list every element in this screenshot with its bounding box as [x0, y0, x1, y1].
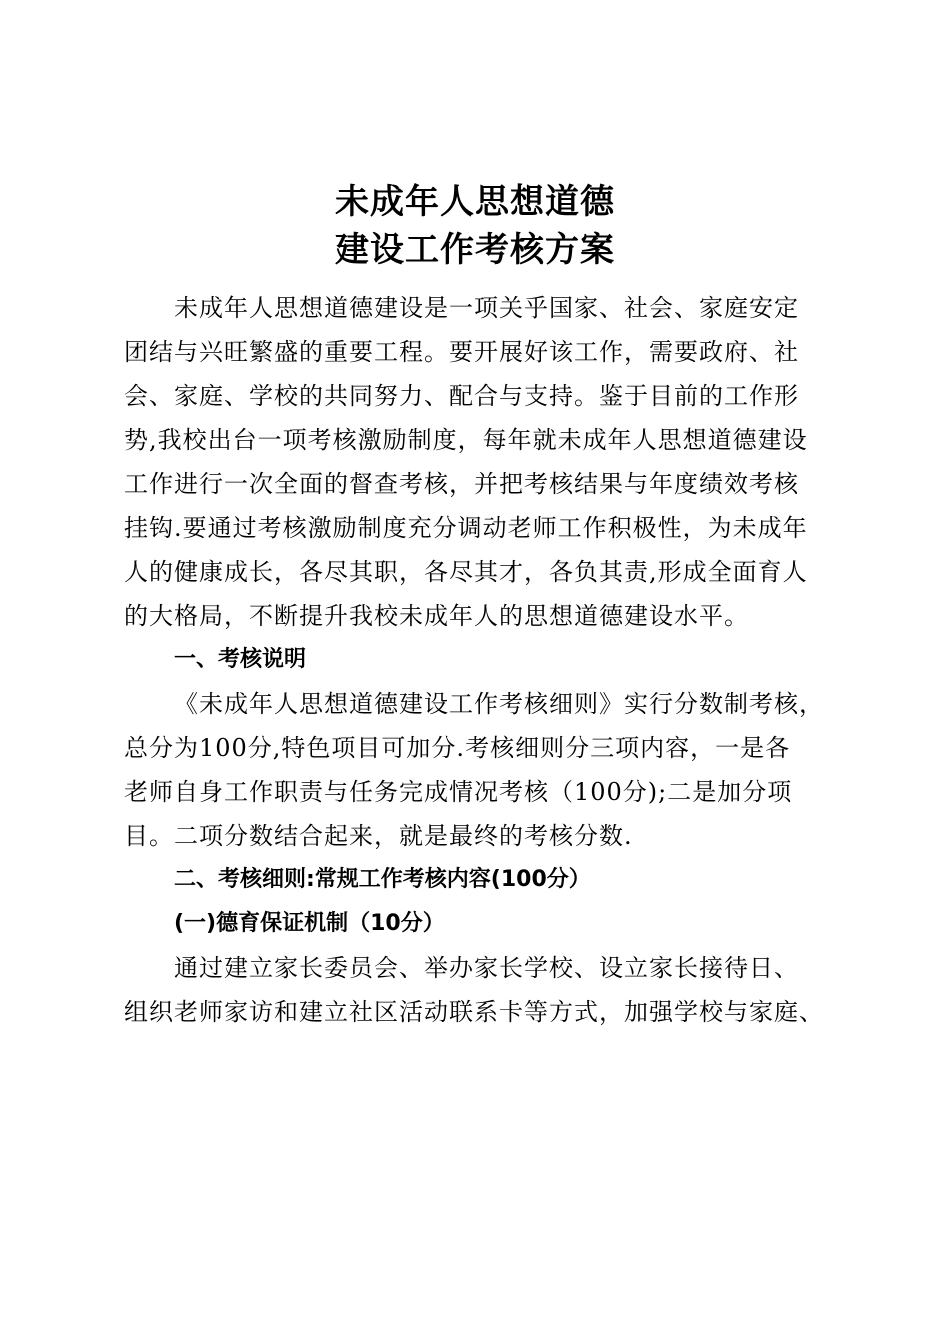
subsection-heading-1: (一)德育保证机制（10分） [174, 911, 445, 936]
text-line: 组织老师家访和建立社区活动联系卡等方式，加强学校与家庭、 [124, 998, 824, 1026]
text-line: 目。二项分数结合起来，就是最终的考核分数. [124, 822, 633, 850]
section1-paragraph [124, 682, 826, 858]
text-line: 未成年人思想道德建设是一项关乎国家、社会、家庭安定 [174, 294, 799, 322]
text-line: 老师自身工作职责与任务完成情况考核（100分);二是加分项 [124, 778, 793, 806]
text-line: 工作进行一次全面的督查考核，并把考核结果与年度绩效考核 [124, 470, 799, 498]
text-line: 通过建立家长委员会、举办家长学校、设立家长接待日、 [174, 954, 799, 982]
text-line: 人的健康成长，各尽其职，各尽其才，各负其责,形成全面育人 [124, 558, 808, 586]
text-line: 《未成年人思想道德建设工作考核细则》实行分数制考核， [174, 690, 824, 718]
text-line: 会、家庭、学校的共同努力、配合与支持。鉴于目前的工作形 [124, 382, 799, 410]
document-body [124, 286, 826, 1034]
text-line: 总分为100分,特色项目可加分.考核细则分三项内容，一是各 [124, 734, 791, 762]
title-line-2: 建设工作考核方案 [335, 230, 615, 270]
title-line-1: 未成年人思想道德 [335, 182, 615, 222]
text-line: 团结与兴旺繁盛的重要工程。要开展好该工作，需要政府、社 [124, 338, 799, 366]
document-title [0, 178, 950, 274]
text-line: 的大格局，不断提升我校未成年人的思想道德建设水平。 [124, 602, 749, 630]
text-line: 挂钩.要通过考核激励制度充分调动老师工作积极性，为未成年 [124, 514, 808, 542]
text-line: 势,我校出台一项考核激励制度，每年就未成年人思想道德建设 [124, 426, 808, 454]
section-heading-2: 二、考核细则:常规工作考核内容(100分） [174, 867, 591, 892]
intro-paragraph [124, 286, 826, 638]
subsection1-paragraph [124, 946, 826, 1034]
section-heading-1: 一、考核说明 [174, 647, 307, 672]
